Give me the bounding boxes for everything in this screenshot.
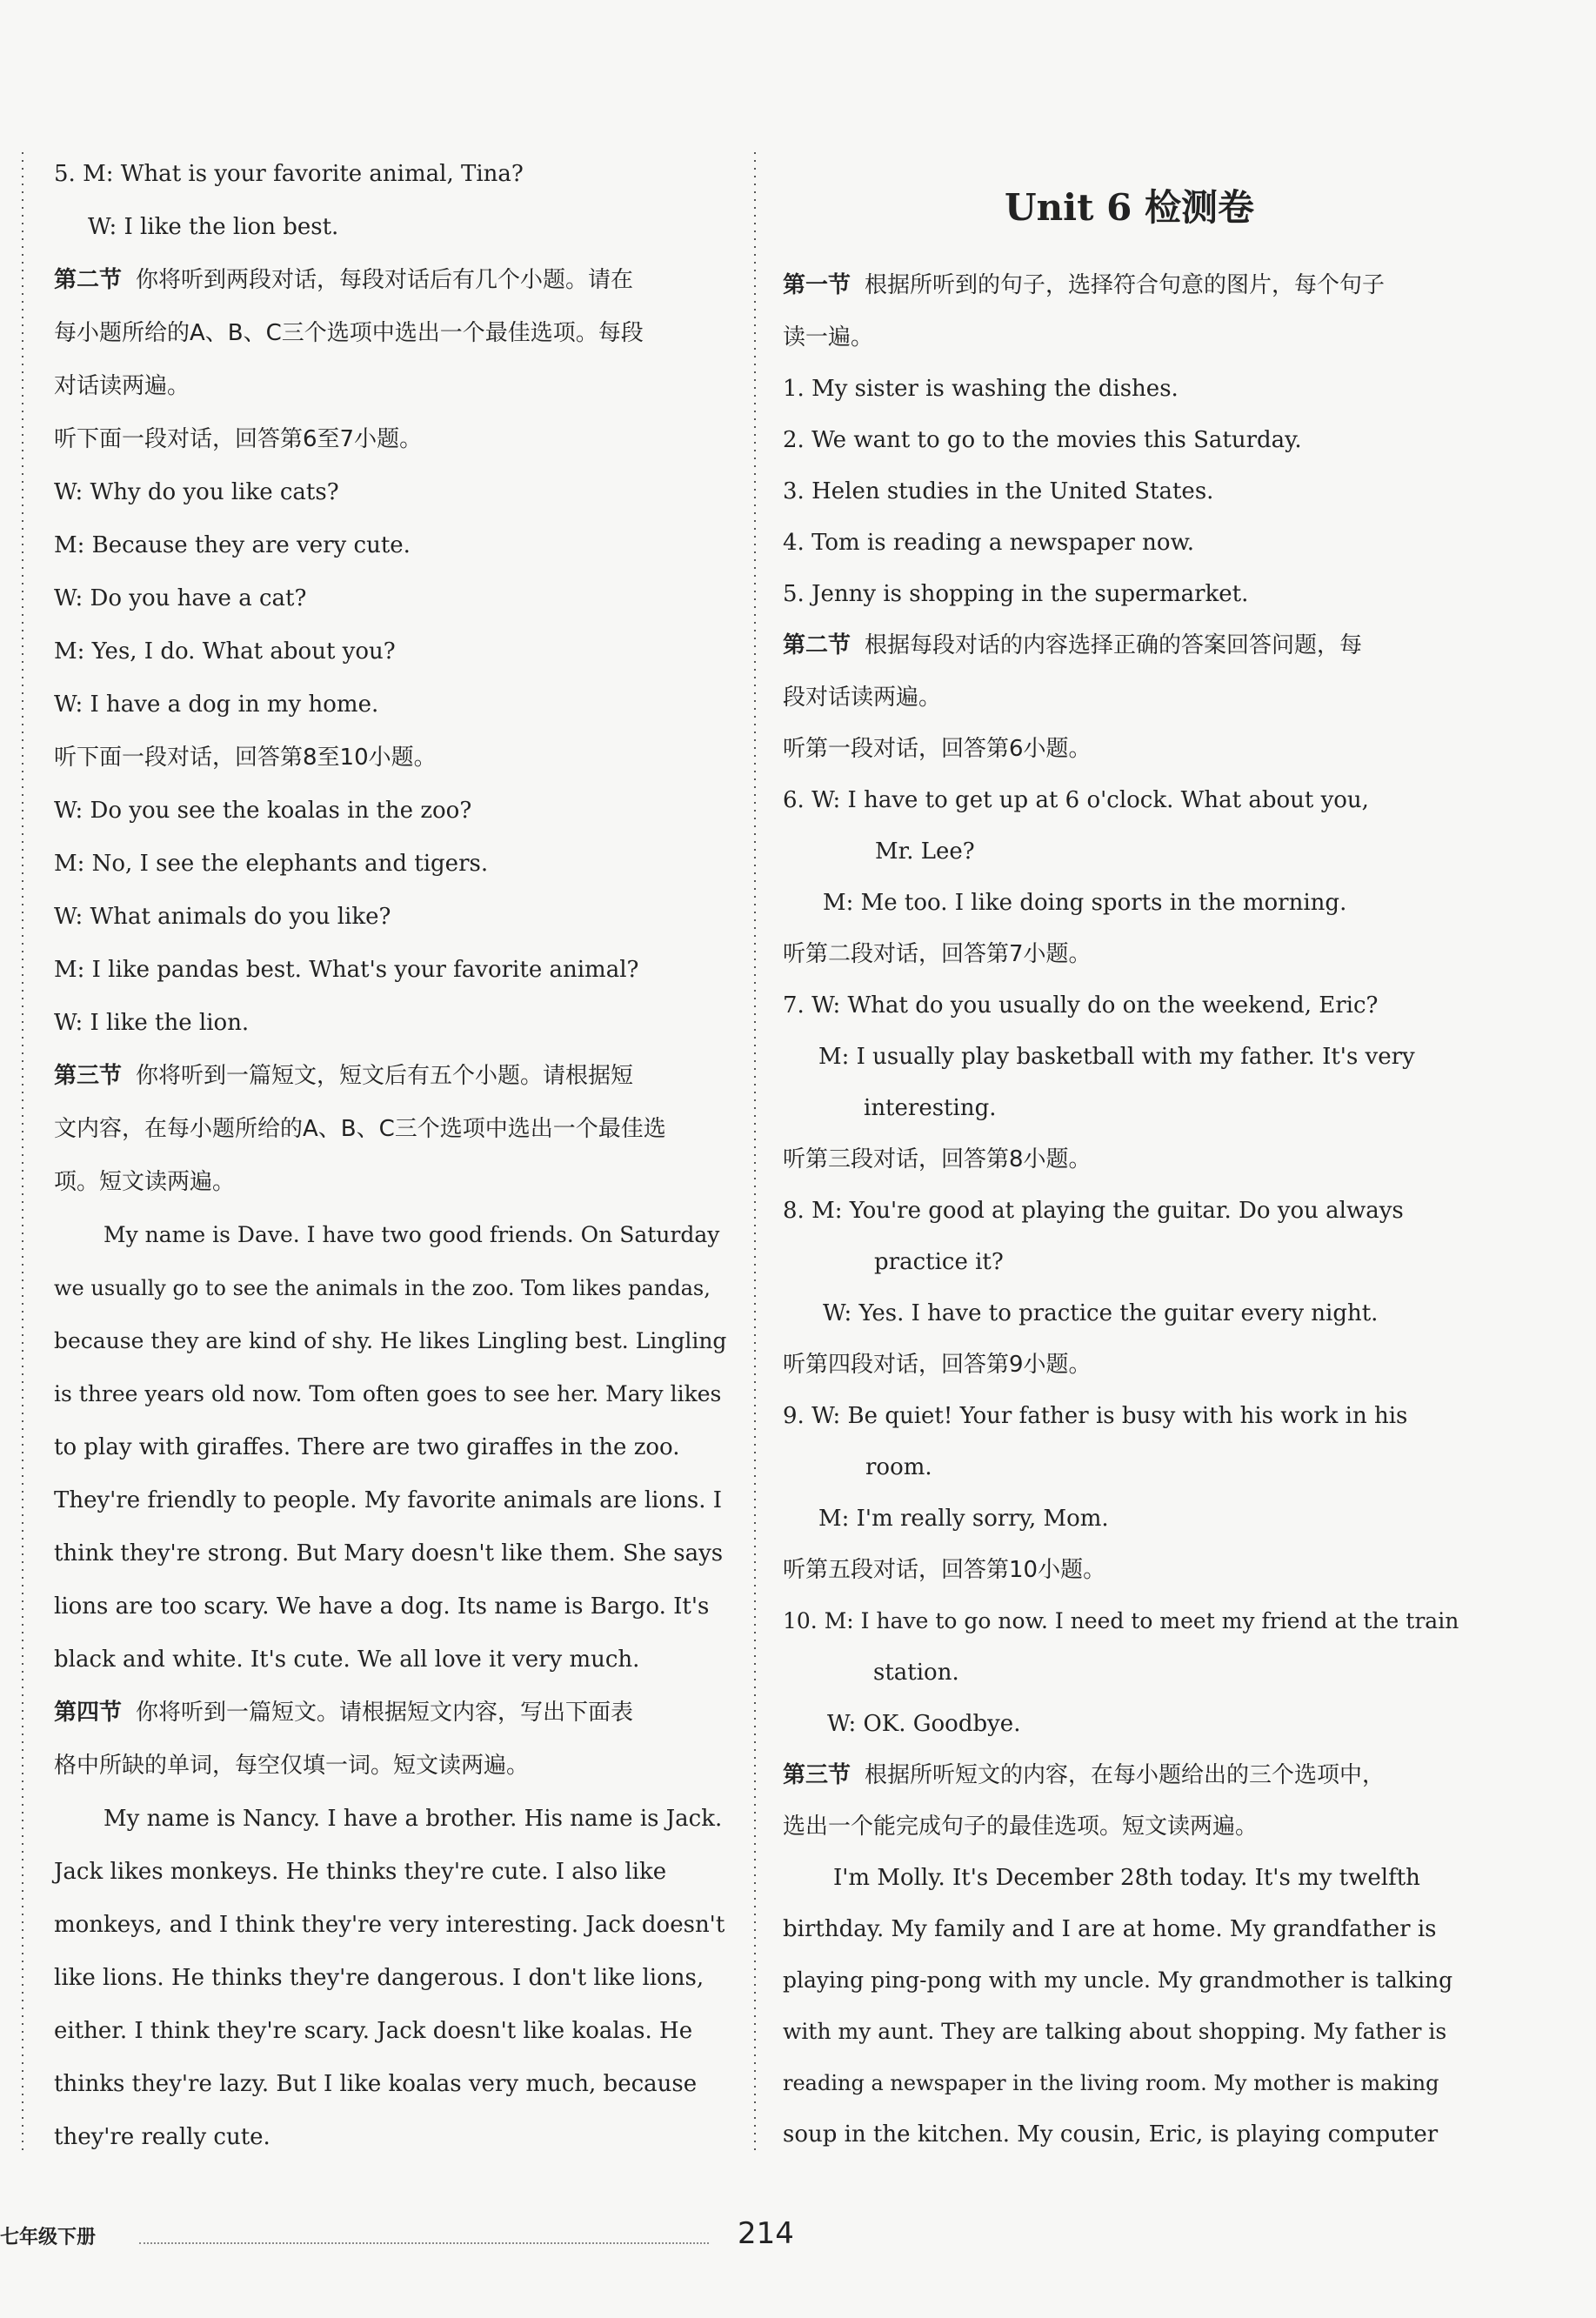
text-line: 段对话读两遍。 — [783, 685, 942, 711]
section-instruction: 根据每段对话的内容选择正确的答案回答问题，每 — [865, 632, 1363, 658]
binding-cut-line-left — [17, 152, 28, 2153]
section-heading-line — [783, 630, 1362, 661]
text-line: is three years old now. Tom often goes to see her. Mary likes — [54, 1381, 722, 1406]
text-line: monkeys, and I think they're very interesting. Jack doesn't — [54, 1912, 725, 1938]
text-line: 6. W: I have to get up at 6 o'clock. What about you, — [783, 787, 1369, 813]
text-line: W: I have a dog in my home. — [54, 691, 379, 718]
text-line: either. I think they're scary. Jack doesn't like koalas. He — [54, 2018, 693, 2044]
section-heading-line — [783, 1760, 1385, 1791]
text-line: W: Yes. I have to practice the guitar every night. — [823, 1300, 1379, 1326]
text-line: 2. We want to go to the movies this Saturday. — [783, 427, 1302, 453]
text-line: 5. Jenny is shopping in the supermarket. — [783, 581, 1249, 607]
section-label: 第二节 — [783, 632, 851, 658]
text-line: M: I like pandas best. What's your favorite animal? — [54, 957, 639, 983]
text-line: 选出一个能完成句子的最佳选项。短文读两遍。 — [783, 1814, 1259, 1840]
text-line: with my aunt. They are talking about shopping. My father is — [783, 2019, 1447, 2044]
text-line: station. — [873, 1660, 959, 1686]
text-line: they're really cute. — [54, 2124, 270, 2150]
text-line: W: Do you see the koalas in the zoo? — [54, 798, 472, 824]
page-title: Unit 6 检测卷 — [1005, 186, 1254, 229]
text-line: W: I like the lion. — [54, 1010, 250, 1036]
section-heading-line — [54, 264, 633, 296]
text-line: 文内容，在每小题所给的A、B、C三个选项中选出一个最佳选 — [54, 1116, 666, 1142]
section-heading-line — [783, 270, 1385, 301]
text-line: think they're strong. But Mary doesn't like them. She says — [54, 1540, 724, 1566]
text-line: lions are too scary. We have a dog. Its name is Bargo. It's — [54, 1593, 710, 1620]
text-line: 格中所缺的单词，每空仅填一词。短文读两遍。 — [54, 1753, 530, 1779]
text-line: M: Because they are very cute. — [54, 532, 411, 558]
text-line: W: Do you have a cat? — [54, 585, 307, 611]
text-line: W: Why do you like cats? — [54, 479, 339, 505]
text-line: soup in the kitchen. My cousin, Eric, is playing computer — [783, 2121, 1439, 2148]
text-line: black and white. It's cute. We all love it very much. — [54, 1647, 640, 1673]
grade-label: 七年级下册 — [0, 2227, 97, 2248]
text-line: room. — [865, 1454, 932, 1480]
text-line: 听第二段对话，回答第7小题。 — [783, 941, 1092, 967]
text-line: M: Me too. I like doing sports in the morning. — [823, 890, 1347, 916]
section-label: 第二节 — [54, 267, 123, 293]
section-instruction: 你将听到一篇短文，短文后有五个小题。请根据短 — [136, 1063, 634, 1089]
text-line: 听第三段对话，回答第8小题。 — [783, 1146, 1092, 1172]
text-line: 听第五段对话，回答第10小题。 — [783, 1557, 1106, 1583]
section-instruction: 根据所听短文的内容，在每小题给出的三个选项中， — [865, 1762, 1386, 1788]
section-instruction: 你将听到一篇短文。请根据短文内容，写出下面表 — [136, 1700, 634, 1726]
text-line: Mr. Lee? — [875, 838, 975, 865]
text-line: 对话读两遍。 — [54, 373, 190, 399]
section-label: 第三节 — [54, 1063, 123, 1089]
page-number: 214 — [738, 2216, 794, 2251]
text-line: 5. M: What is your favorite animal, Tina? — [54, 161, 524, 187]
text-line: interesting. — [864, 1095, 997, 1121]
text-line: M: No, I see the elephants and tigers. — [54, 851, 489, 877]
text-line: I'm Molly. It's December 28th today. It's my twelfth — [833, 1865, 1420, 1891]
section-label: 第一节 — [783, 272, 851, 298]
text-line: 读一遍。 — [783, 324, 874, 351]
section-heading-line — [54, 1060, 633, 1092]
text-line: we usually go to see the animals in the zoo. Tom likes pandas, — [54, 1276, 711, 1300]
binding-cut-line-middle — [750, 152, 760, 2153]
text-line: reading a newspaper in the living room. My mother is making — [783, 2071, 1439, 2095]
section-instruction: 根据所听到的句子，选择符合句意的图片，每个句子 — [865, 272, 1386, 298]
text-line: like lions. He thinks they're dangerous. I don't like lions, — [54, 1965, 705, 1991]
text-line: 1. My sister is washing the dishes. — [783, 376, 1179, 402]
text-line: 听第一段对话，回答第6小题。 — [783, 736, 1092, 762]
section-label: 第三节 — [783, 1762, 851, 1788]
text-line: Jack likes monkeys. He thinks they're cute. I also like — [54, 1859, 667, 1885]
text-line: My name is Nancy. I have a brother. His name is Jack. — [104, 1806, 723, 1832]
section-heading-line — [54, 1697, 633, 1728]
text-line: thinks they're lazy. But I like koalas very much, because — [54, 2071, 698, 2097]
text-line: 7. W: What do you usually do on the weekend, Eric? — [783, 992, 1379, 1019]
text-line: to play with giraffes. There are two giraffes in the zoo. — [54, 1434, 680, 1460]
text-line: 3. Helen studies in the United States. — [783, 478, 1214, 504]
text-line: W: OK. Goodbye. — [827, 1711, 1021, 1737]
text-line: W: What animals do you like? — [54, 904, 391, 930]
text-line: 听下面一段对话，回答第8至10小题。 — [54, 745, 437, 771]
text-line: 9. W: Be quiet! Your father is busy with his work in his — [783, 1403, 1408, 1429]
text-line: W: I like the lion best. — [88, 214, 339, 240]
text-line: M: Yes, I do. What about you? — [54, 638, 396, 665]
text-line: playing ping-pong with my uncle. My grandmother is talking — [783, 1967, 1453, 1993]
text-line: birthday. My family and I are at home. My grandfather is — [783, 1916, 1437, 1942]
text-line: 每小题所给的A、B、C三个选项中选出一个最佳选项。每段 — [54, 320, 644, 346]
text-line: 8. M: You're good at playing the guitar. Do you always — [783, 1198, 1404, 1224]
text-line: 听下面一段对话，回答第6至7小题。 — [54, 426, 423, 452]
text-line: practice it? — [874, 1249, 1004, 1275]
text-line: 10. M: I have to go now. I need to meet my friend at the train — [783, 1608, 1459, 1633]
text-line: M: I'm really sorry, Mom. — [818, 1506, 1109, 1532]
text-line: 项。短文读两遍。 — [54, 1169, 236, 1195]
section-label: 第四节 — [54, 1700, 123, 1726]
footer-dotted-rule — [139, 2242, 709, 2244]
text-line: because they are kind of shy. He likes Lingling best. Lingling — [54, 1328, 727, 1353]
text-line: They're friendly to people. My favorite animals are lions. I — [54, 1487, 723, 1513]
text-line: M: I usually play basketball with my father. It's very — [818, 1044, 1415, 1070]
text-line: My name is Dave. I have two good friends. On Saturday — [104, 1222, 720, 1247]
section-instruction: 你将听到两段对话，每段对话后有几个小题。请在 — [136, 267, 634, 293]
text-line: 4. Tom is reading a newspaper now. — [783, 530, 1195, 556]
text-line: 听第四段对话，回答第9小题。 — [783, 1352, 1092, 1378]
